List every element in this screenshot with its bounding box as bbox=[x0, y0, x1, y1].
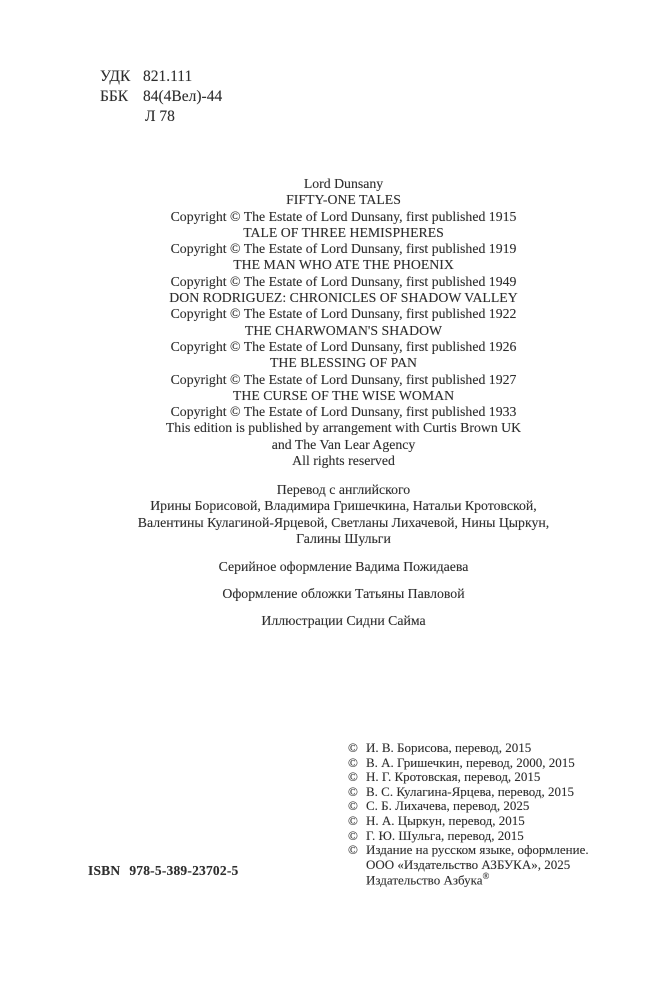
rights-line bbox=[348, 829, 589, 844]
cover-design-credit: Оформление обложки Татьяны Павловой bbox=[222, 586, 465, 601]
rights-line bbox=[348, 814, 589, 829]
copyright-line: Copyright © The Estate of Lord Dunsany, first published 1915 bbox=[170, 208, 517, 224]
copyright-mark: © bbox=[348, 812, 358, 828]
translation-heading: Перевод с английского bbox=[276, 482, 411, 497]
rights-line bbox=[348, 858, 589, 873]
rights-text: Издание на русском языке, оформление. bbox=[366, 842, 589, 858]
rights-text: Н. Г. Кротовская, перевод, 2015 bbox=[366, 769, 541, 785]
copyright-line: Copyright © The Estate of Lord Dunsany, first published 1933 bbox=[170, 404, 517, 420]
udk-value: 821.111 bbox=[143, 68, 193, 85]
book-title-line: THE BLESSING OF PAN bbox=[269, 355, 418, 371]
copyright-mark: © bbox=[348, 754, 358, 770]
translation-block bbox=[14, 482, 659, 547]
edition-arrangement-line: This edition is published by arrangement with Curtis Brown UK bbox=[165, 420, 522, 436]
book-title-line: THE MAN WHO ATE THE PHOENIX bbox=[233, 257, 454, 273]
copyright-line: Copyright © The Estate of Lord Dunsany, first published 1927 bbox=[170, 371, 517, 387]
rights-text: Г. Ю. Шульга, перевод, 2015 bbox=[366, 827, 524, 843]
all-rights-reserved-line: All rights reserved bbox=[292, 453, 395, 469]
translators-line: Галины Шульги bbox=[296, 530, 391, 546]
author-code: Л 78 bbox=[145, 108, 175, 125]
copyright-mark: © bbox=[348, 827, 358, 843]
isbn-value: 978-5-389-23702-5 bbox=[129, 863, 239, 878]
copyright-line: Copyright © The Estate of Lord Dunsany, first published 1926 bbox=[170, 338, 517, 354]
copyright-mark: © bbox=[348, 740, 358, 755]
rights-line bbox=[348, 843, 589, 858]
copyright-line: Copyright © The Estate of Lord Dunsany, first published 1949 bbox=[170, 273, 517, 289]
rights-line bbox=[348, 756, 589, 771]
rights-text: Н. А. Цыркун, перевод, 2015 bbox=[366, 812, 525, 828]
author-name-line: Lord Dunsany bbox=[303, 176, 384, 191]
book-title-line: FIFTY-ONE TALES bbox=[286, 192, 401, 208]
rights-line bbox=[348, 872, 589, 888]
rights-line bbox=[348, 785, 589, 800]
translators-line: Валентины Кулагиной-Ярцевой, Светланы Лихачевой, Нины Цыркун, bbox=[137, 514, 550, 530]
edition-arrangement-line: and The Van Lear Agency bbox=[271, 436, 416, 452]
copyright-mark: © bbox=[348, 798, 358, 814]
rights-line bbox=[348, 770, 589, 785]
illustrations-credit: Иллюстрации Сидни Сайма bbox=[261, 613, 426, 628]
registered-trademark-icon: ® bbox=[482, 871, 490, 882]
copyright-mark bbox=[348, 858, 366, 873]
isbn-label: ISBN bbox=[88, 863, 121, 878]
udk-label: УДК bbox=[100, 68, 131, 85]
translators-line: Ирины Борисовой, Владимира Гришечкина, Натальи Кротовской, bbox=[150, 498, 537, 514]
publisher-brand-text: Издательство Азбука bbox=[366, 872, 483, 888]
rights-text: В. А. Гришечкин, перевод, 2000, 2015 bbox=[366, 754, 575, 770]
rights-text: ООО «Издательство АЗБУКА», 2025 bbox=[366, 856, 571, 872]
copyright-mark: © bbox=[348, 842, 358, 858]
rights-text: С. Б. Лихачева, перевод, 2025 bbox=[366, 798, 530, 814]
rights-text: В. С. Кулагина-Ярцева, перевод, 2015 bbox=[366, 783, 574, 799]
copyright-mark bbox=[348, 872, 366, 888]
rights-line bbox=[348, 799, 589, 814]
book-title-line: THE CHARWOMAN'S SHADOW bbox=[244, 322, 443, 338]
series-design-credit: Серийное оформление Вадима Пожидаева bbox=[218, 559, 469, 574]
copyright-line: Copyright © The Estate of Lord Dunsany, first published 1922 bbox=[170, 306, 517, 322]
bbk-label: ББК bbox=[100, 88, 129, 105]
classification-block bbox=[100, 67, 222, 127]
copyright-mark: © bbox=[348, 769, 358, 785]
bbk-row bbox=[100, 87, 222, 107]
isbn-line bbox=[88, 863, 238, 879]
title-copyright-block bbox=[14, 176, 659, 469]
udk-row bbox=[100, 67, 222, 87]
book-title-line: DON RODRIGUEZ: CHRONICLES OF SHADOW VALLEY bbox=[169, 290, 518, 306]
book-title-line: TALE OF THREE HEMISPHERES bbox=[243, 224, 444, 240]
copyright-line: Copyright © The Estate of Lord Dunsany, first published 1919 bbox=[170, 241, 517, 257]
rights-text bbox=[366, 872, 489, 888]
book-title-line: THE CURSE OF THE WISE WOMAN bbox=[232, 387, 455, 403]
rights-text: И. В. Борисова, перевод, 2015 bbox=[366, 740, 532, 755]
rights-line bbox=[348, 741, 589, 756]
bbk-value: 84(4Вел)-44 bbox=[143, 88, 223, 105]
copyright-mark: © bbox=[348, 783, 358, 799]
rights-block bbox=[348, 741, 589, 888]
